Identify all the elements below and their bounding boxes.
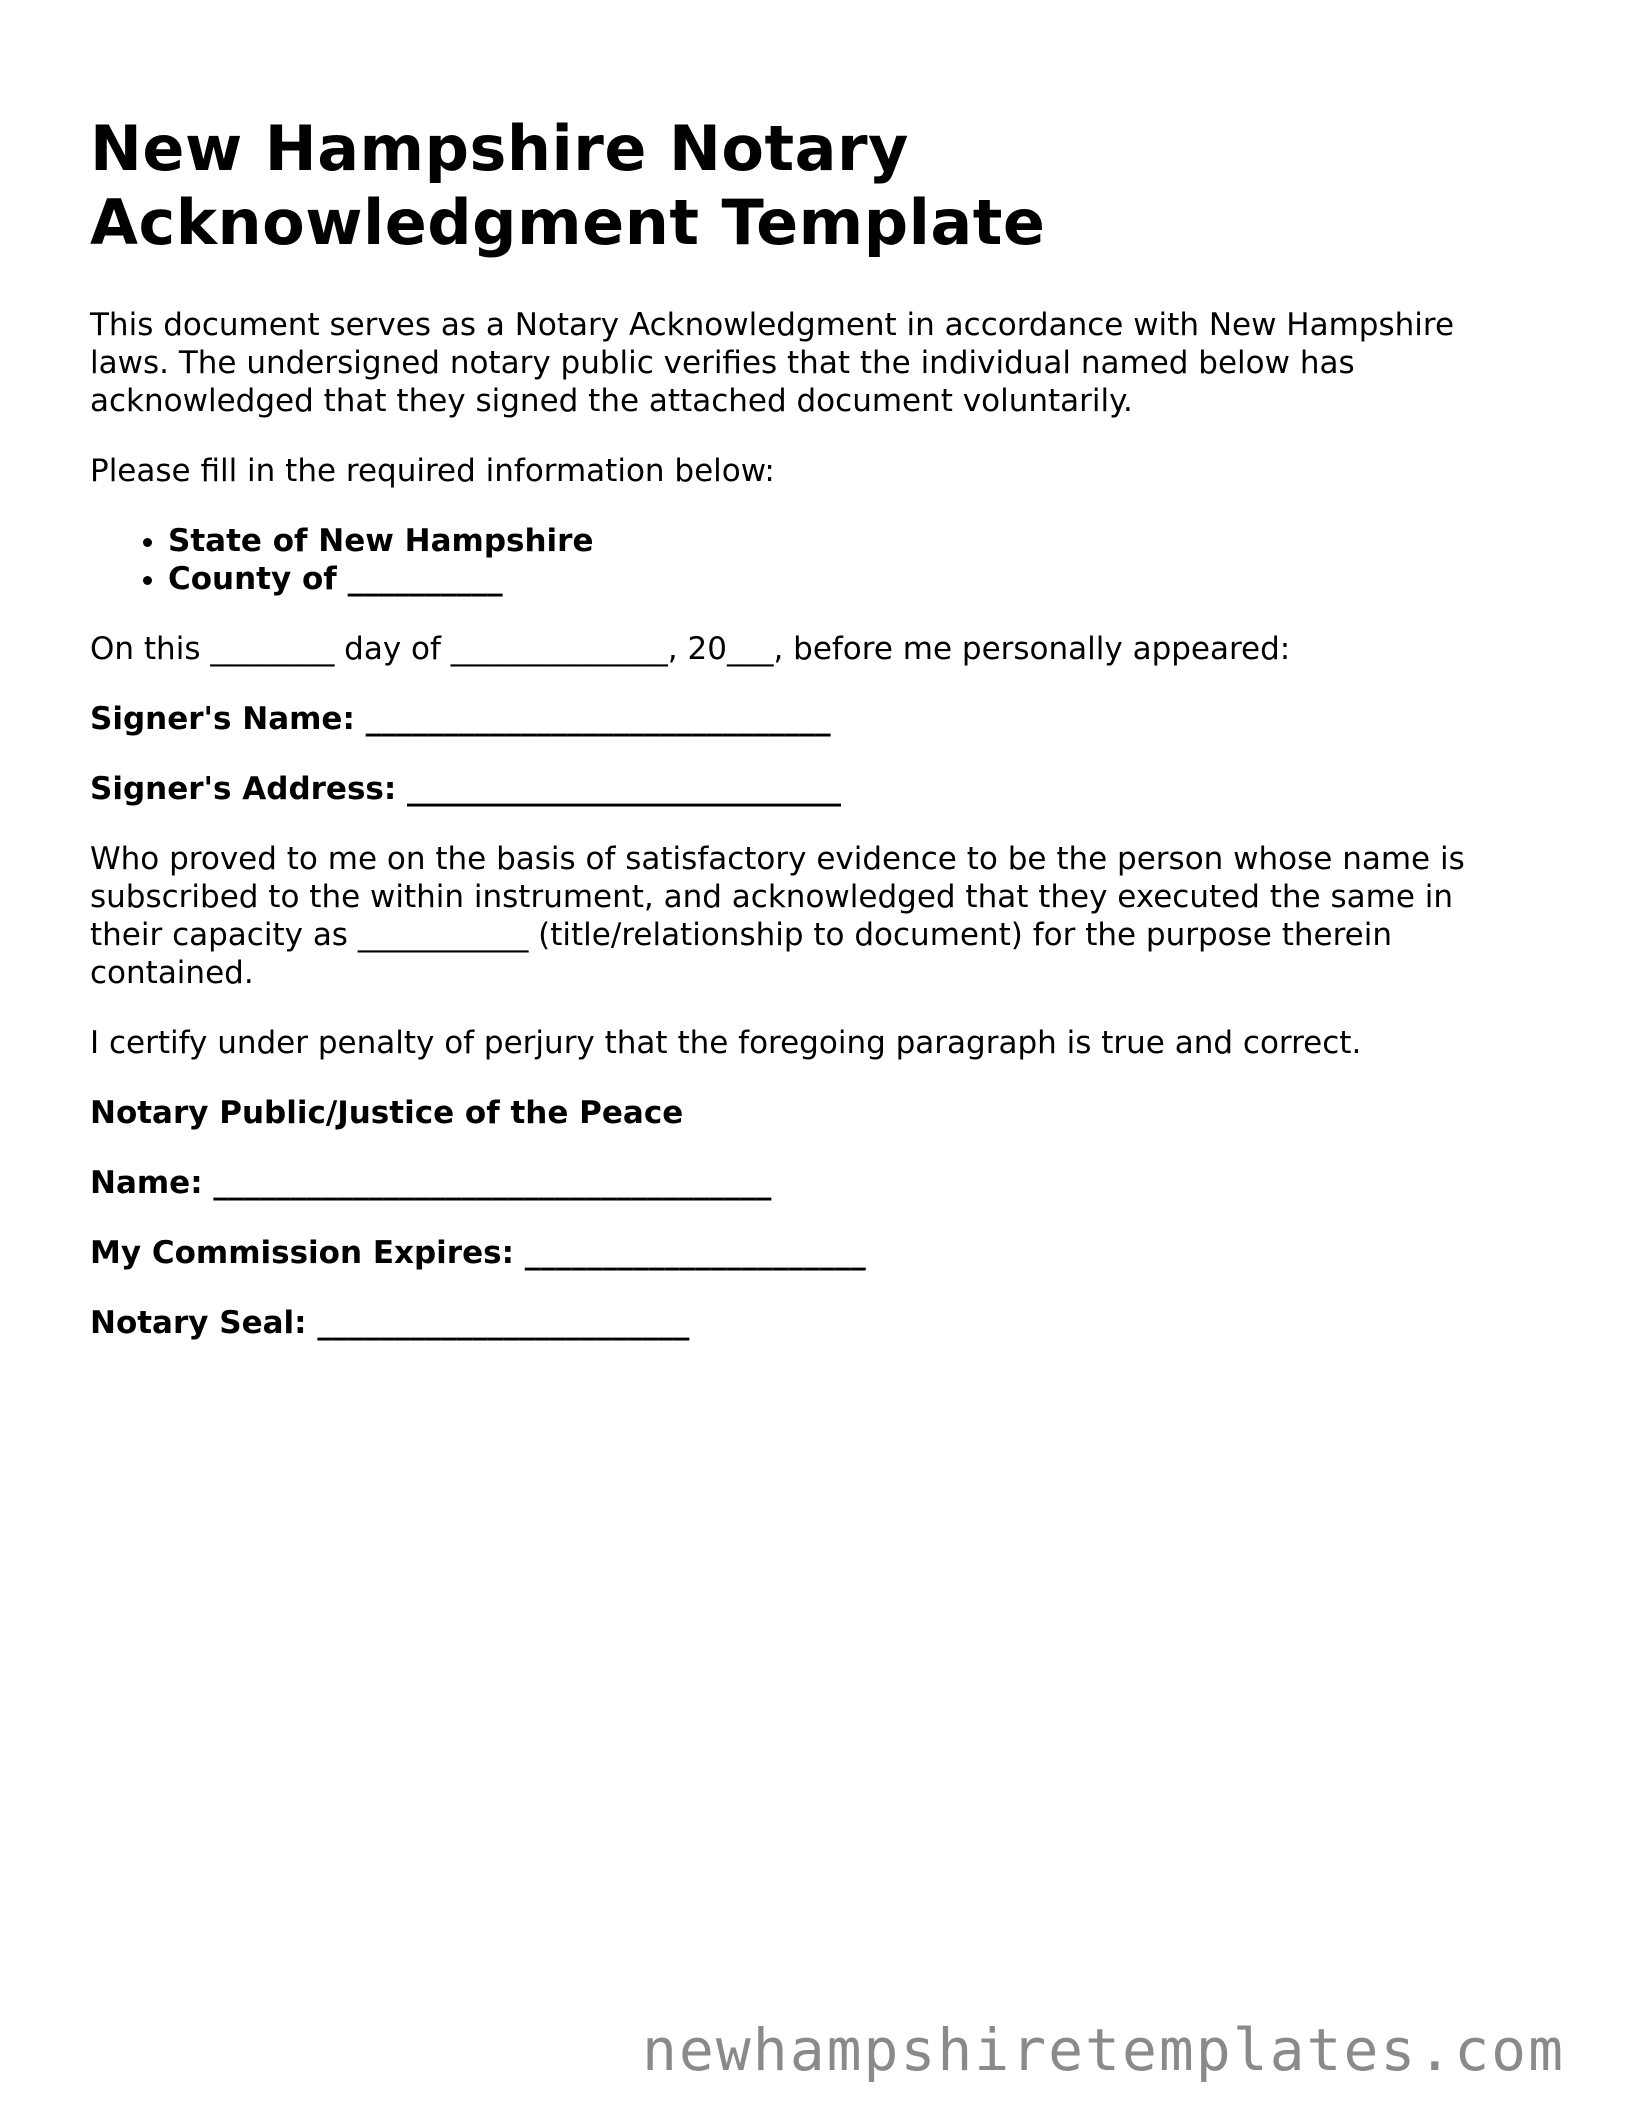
notary-seal-field: Notary Seal: ________________________ (90, 1305, 690, 1341)
venue-list (90, 522, 1530, 598)
notary-name-field: Name: ____________________________________ (90, 1165, 772, 1201)
document-page (90, 112, 1530, 1374)
notary-heading: Notary Public/Justice of the Peace (90, 1095, 684, 1131)
list-item: • State of New Hampshire (168, 522, 1530, 560)
intro-paragraph: This document serves as a Notary Acknowledgment in accordance with New Hampshire laws. The undersigned notary public verifies that the individual named below has acknowledged that they signed the attached document voluntarily. (90, 307, 1455, 419)
commission-expires-field: My Commission Expires: ______________________ (90, 1235, 866, 1271)
instruction-text: Please fill in the required information below: (90, 453, 775, 489)
certification-statement: I certify under penalty of perjury that the foregoing paragraph is true and correct. (90, 1025, 1362, 1061)
signer-name-field: Signer's Name: ______________________________ (90, 701, 831, 737)
document-title: New Hampshire Notary Acknowledgment Template (90, 112, 1046, 259)
watermark-text: newhampshiretemplates.com (642, 2016, 1565, 2084)
date-line: On this ________ day of ______________, 20___, before me personally appeared: (90, 631, 1291, 667)
list-item: • County of __________ (168, 560, 1530, 598)
proof-paragraph: Who proved to me on the basis of satisfactory evidence to be the person whose name is subscribed to the within instrument, and acknowledged that they executed the same in their capacity as ___________ (title/relationship to document) for the purpose therein contained. (90, 841, 1465, 991)
signer-address-field: Signer's Address: ____________________________ (90, 771, 842, 807)
